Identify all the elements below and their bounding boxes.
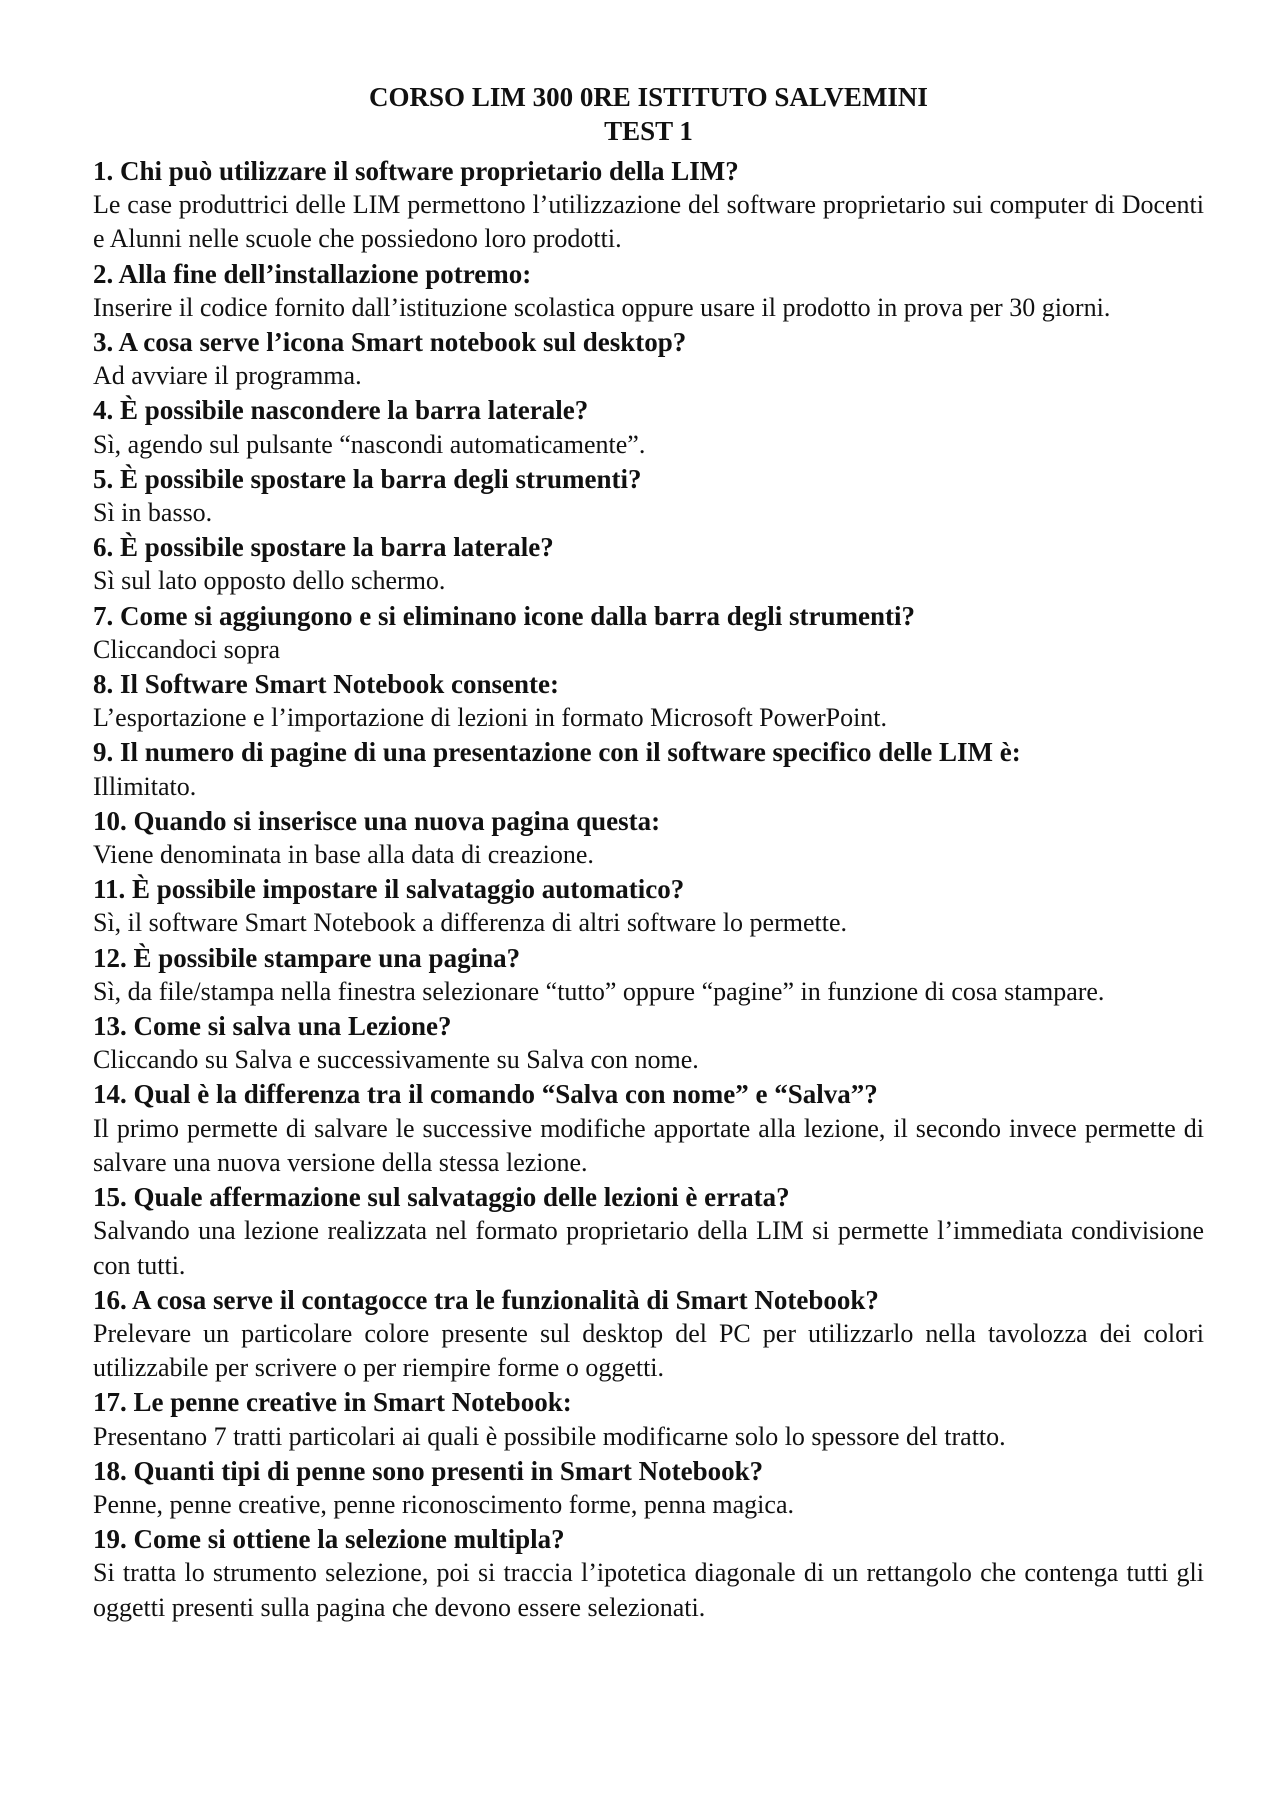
answer-1: Le case produttrici delle LIM permettono l’utilizzazione del software proprietario sui computer di Docenti e Alunni nelle scuole che possiedono loro prodotti. — [93, 190, 1204, 254]
qa-item-4 — [93, 393, 1204, 461]
qa-item-16 — [93, 1283, 1204, 1386]
qa-item-1 — [93, 154, 1204, 257]
qa-item-18 — [93, 1454, 1204, 1522]
question-2: 2. Alla fine dell’installazione potremo: — [93, 258, 532, 289]
answer-7: Cliccandoci sopra — [93, 634, 280, 664]
question-11: 11. È possibile impostare il salvataggio automatico? — [93, 874, 685, 905]
qa-item-9 — [93, 735, 1204, 803]
answer-9: Illimitato. — [93, 771, 197, 801]
qa-item-17 — [93, 1385, 1204, 1453]
qa-item-8 — [93, 667, 1204, 735]
question-10: 10. Quando si inserisce una nuova pagina questa: — [93, 805, 661, 836]
answer-11: Sì, il software Smart Notebook a differenza di altri software lo permette. — [93, 908, 847, 938]
qa-item-15 — [93, 1180, 1204, 1283]
qa-item-3 — [93, 325, 1204, 393]
answer-2: Inserire il codice fornito dall’istituzione scolastica oppure usare il prodotto in prova per 30 giorni. — [93, 292, 1111, 322]
answer-13: Cliccando su Salva e successivamente su Salva con nome. — [93, 1045, 699, 1075]
document-page — [93, 80, 1204, 1625]
answer-14: Il primo permette di salvare le successive modifiche apportate alla lezione, il secondo invece permette di salvare una nuova versione della stessa lezione. — [93, 1113, 1204, 1177]
answer-3: Ad avviare il programma. — [93, 361, 362, 391]
question-7: 7. Come si aggiungono e si eliminano icone dalla barra degli strumenti? — [93, 600, 916, 631]
qa-item-12 — [93, 941, 1204, 1009]
question-9: 9. Il numero di pagine di una presentazione con il software specifico delle LIM è: — [93, 737, 1021, 768]
question-1: 1. Chi può utilizzare il software proprietario della LIM? — [93, 156, 739, 186]
question-17: 17. Le penne creative in Smart Notebook: — [93, 1387, 572, 1418]
qa-item-7 — [93, 599, 1204, 667]
answer-4: Sì, agendo sul pulsante “nascondi automaticamente”. — [93, 429, 646, 459]
qa-item-2 — [93, 257, 1204, 325]
answer-12: Sì, da file/stampa nella finestra selezionare “tutto” oppure “pagine” in funzione di cosa stampare. — [93, 976, 1105, 1006]
answer-15: Salvando una lezione realizzata nel formato proprietario della LIM si permette l’immediata condivisione con tutti. — [93, 1216, 1204, 1280]
question-18: 18. Quanti tipi di penne sono presenti in Smart Notebook? — [93, 1455, 764, 1486]
question-6: 6. È possibile spostare la barra laterale? — [93, 532, 554, 563]
question-12: 12. È possibile stampare una pagina? — [93, 942, 521, 973]
answer-10: Viene denominata in base alla data di creazione. — [93, 840, 594, 870]
question-5: 5. È possibile spostare la barra degli strumenti? — [93, 463, 642, 494]
answer-16: Prelevare un particolare colore presente sul desktop del PC per utilizzarlo nella tavolozza dei colori utilizzabile per scrivere o per riempire forme o oggetti. — [93, 1318, 1204, 1383]
question-16: 16. A cosa serve il contagocce tra le funzionalità di Smart Notebook? — [93, 1284, 879, 1315]
answer-17: Presentano 7 tratti particolari ai quali è possibile modificarne solo lo spessore del tratto. — [93, 1421, 1006, 1451]
qa-item-10 — [93, 804, 1204, 872]
answer-5: Sì in basso. — [93, 498, 213, 528]
question-4: 4. È possibile nascondere la barra laterale? — [93, 395, 589, 426]
answer-8: L’esportazione e l’importazione di lezioni in formato Microsoft PowerPoint. — [93, 703, 888, 733]
question-13: 13. Come si salva una Lezione? — [93, 1011, 452, 1042]
answer-19: Si tratta lo strumento selezione, poi si traccia l’ipotetica diagonale di un rettangolo che contenga tutti gli oggetti presenti sulla pagina che devono essere selezionati. — [93, 1558, 1204, 1622]
qa-item-5 — [93, 462, 1204, 530]
qa-item-19 — [93, 1522, 1204, 1625]
answer-18: Penne, penne creative, penne riconoscimento forme, penna magica. — [93, 1489, 794, 1519]
qa-item-14 — [93, 1077, 1204, 1180]
question-8: 8. Il Software Smart Notebook consente: — [93, 669, 559, 700]
question-19: 19. Come si ottiene la selezione multipla? — [93, 1524, 565, 1555]
document-subtitle: TEST 1 — [604, 116, 693, 146]
document-title: CORSO LIM 300 0RE ISTITUTO SALVEMINI — [369, 82, 928, 112]
question-3: 3. A cosa serve l’icona Smart notebook sul desktop? — [93, 327, 687, 358]
question-14: 14. Qual è la differenza tra il comando “Salva con nome” e “Salva”? — [93, 1079, 878, 1110]
answer-6: Sì sul lato opposto dello schermo. — [93, 566, 446, 596]
qa-item-6 — [93, 530, 1204, 598]
qa-item-13 — [93, 1009, 1204, 1077]
qa-item-11 — [93, 872, 1204, 940]
question-15: 15. Quale affermazione sul salvataggio delle lezioni è errata? — [93, 1182, 790, 1213]
